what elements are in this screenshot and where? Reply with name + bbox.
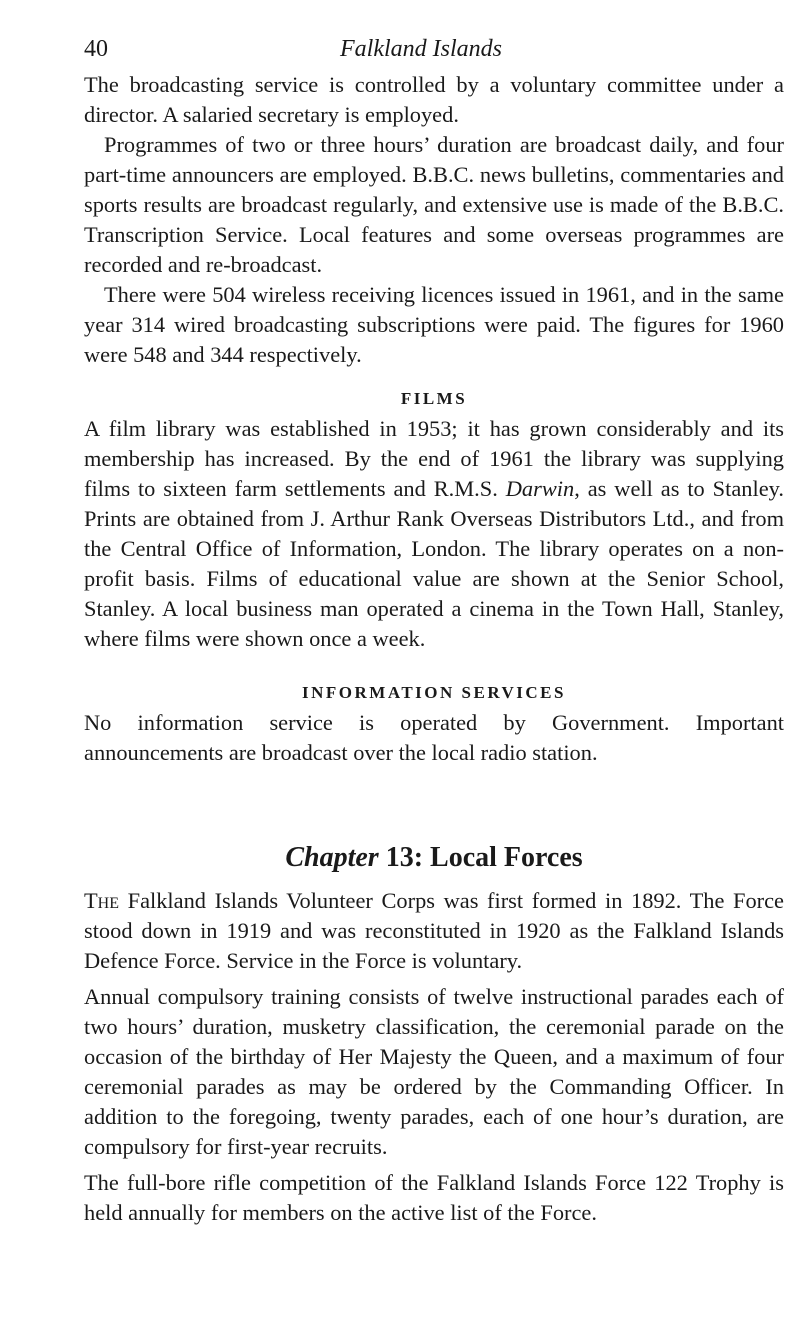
films-heading: FILMS bbox=[400, 389, 468, 408]
running-head bbox=[84, 30, 784, 70]
chapter-heading bbox=[84, 830, 784, 886]
broadcasting-paragraph-1: The broadcasting service is controlled by a voluntary committee under a director. A salaried secretary is employed. bbox=[84, 72, 784, 127]
local-forces-paragraph-3: The full-bore rifle competition of the Falkland Islands Force 122 Trophy is held annually for members on the active list of the Force. bbox=[84, 1170, 784, 1225]
chapter-word: Chapter bbox=[285, 842, 379, 873]
local-forces-paragraph-1 bbox=[84, 886, 784, 976]
spacer bbox=[84, 768, 784, 830]
films-text-part-2: , as well as to Stanley. Prints are obtained from J. Arthur Rank Overseas Distributors Ltd., and from the Central Office of Information, London. The library operates on a non-profit basis. Films of educational value are shown at the Senior School, Stanley. A local business man operated a cinema in the Town Hall, Stanley, where films were shown once a week. bbox=[84, 476, 784, 651]
films-text-part-1: A film library was established in 1953; it has grown considerably and its membership has increased. By the end of 1961 the library was supplying films to sixteen farm settlements and R.M.S. bbox=[84, 416, 784, 501]
information-services-heading: INFORMATION SERVICES bbox=[302, 683, 566, 702]
spacer bbox=[84, 654, 784, 678]
spacer bbox=[84, 370, 784, 384]
broadcasting-paragraph-3: There were 504 wireless receiving licences issued in 1961, and in the same year 314 wired broadcasting subscriptions were paid. The figures for 1960 were 548 and 344 respectively. bbox=[84, 282, 784, 367]
page-number: 40 bbox=[84, 36, 108, 62]
body-text bbox=[84, 70, 784, 1228]
broadcasting-paragraph-2: Programmes of two or three hours’ duration are broadcast daily, and four part-time announcers are employed. B.B.C. news bulletins, commentaries and sports results are broadcast regularly, and extensive use is made of the B.B.C. Transcription Service. Local features and some overseas programmes are recorded and re-broadcast. bbox=[84, 132, 784, 277]
ship-name-darwin: Darwin bbox=[505, 476, 575, 501]
paragraph-lead-word: The bbox=[84, 888, 120, 913]
local-forces-paragraph-2: Annual compulsory training consists of twelve instructional parades each of two hours’ duration, musketry classification, the ceremonial parade on the occasion of the birthday of Her Majesty the Queen, and a maximum of four ceremonial parades as may be ordered by the Commanding Officer. In addition to the foregoing, twenty parades, each of one hour’s duration, are compulsory for first-year recruits. bbox=[84, 984, 784, 1159]
running-title: Falkland Islands bbox=[340, 36, 502, 62]
local-forces-paragraph-1-text: Falkland Islands Volunteer Corps was first formed in 1892. The Force stood down in 1919 and was reconstituted in 1920 as the Falkland Islands Defence Force. Service in the Force is voluntary. bbox=[84, 888, 784, 973]
information-services-paragraph: No information service is operated by Government. Important announcements are broadcast over the local radio station. bbox=[84, 710, 784, 765]
films-paragraph bbox=[84, 414, 784, 654]
book-page bbox=[84, 30, 784, 1228]
chapter-title: 13: Local Forces bbox=[378, 842, 583, 873]
